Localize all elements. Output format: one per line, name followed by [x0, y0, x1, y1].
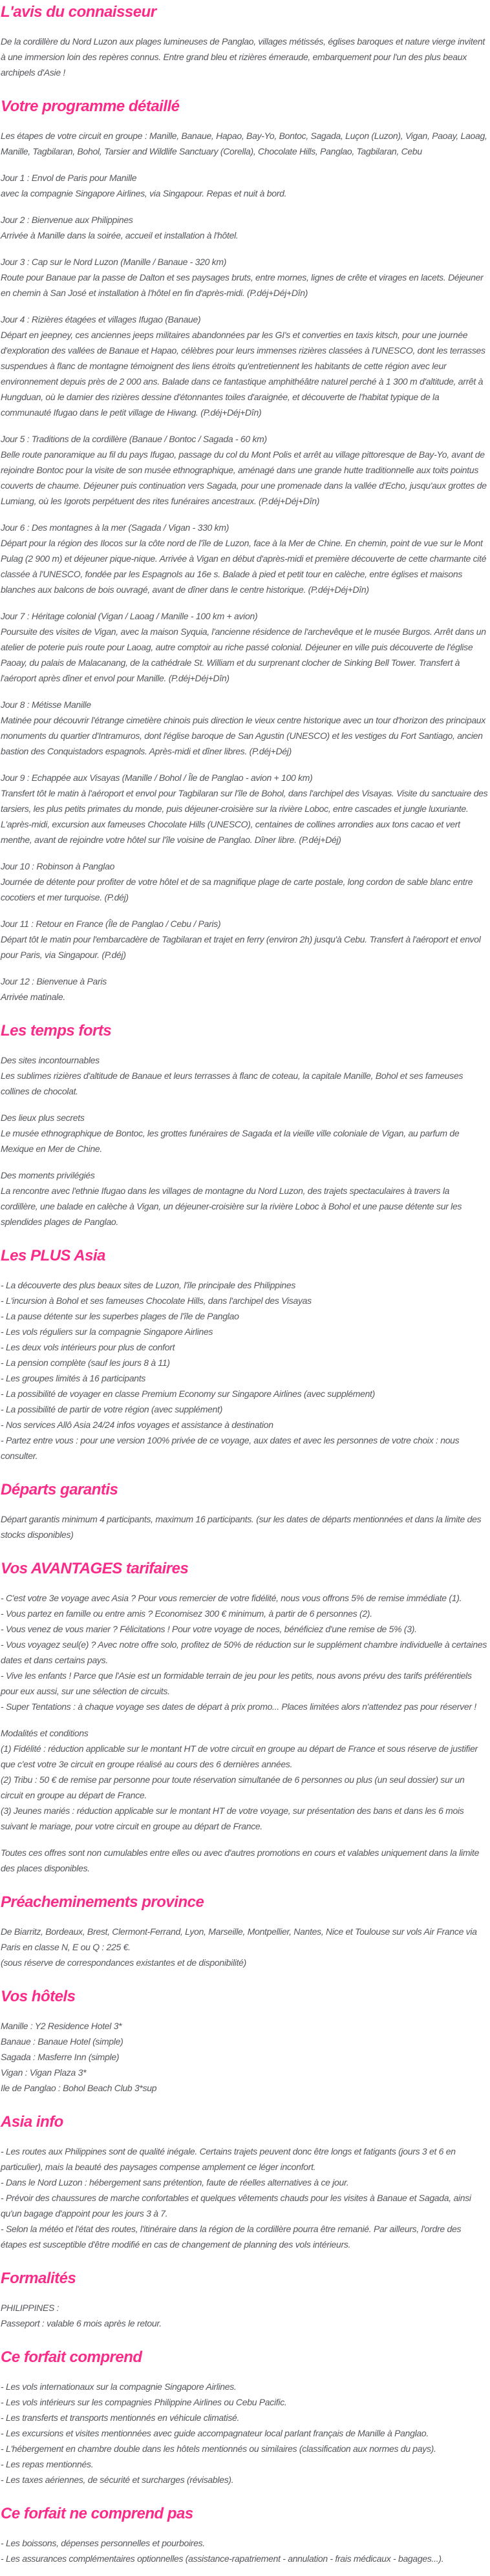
section-heading-asia-info: Asia info — [1, 2113, 63, 2131]
section-heading-avis-du-connaisseur: L'avis du connaisseur — [1, 3, 156, 21]
text-line: Route pour Banaue par la passe de Dalton et ses paysages bruts, entre mornes, lignes de crête et virages en lacets. Déjeuner en chemin à San José et installation à l'hôtel en fin d'après-midi. (P.déj+Déj+Dîn) — [1, 272, 484, 298]
text-line: Des lieux plus secrets — [1, 1112, 85, 1123]
section-formalites — [1, 2269, 489, 2331]
paragraph — [1, 2300, 489, 2331]
text-line: Jour 11 : Retour en France (Île de Panglao / Cebu / Paris) — [1, 919, 221, 929]
paragraph — [1, 974, 489, 1005]
text-line: Jour 5 : Traditions de la cordillère (Banaue / Bontoc / Sagada - 60 km) — [1, 434, 267, 444]
text-line: - Les excursions et visites mentionnées avec guide accompagnateur local parlant français de Manille à Panglao. — [1, 2428, 429, 2438]
text-line: - L'hébergement en chambre double dans les hôtels mentionnés ou similaires (classification aux normes du pays). — [1, 2443, 436, 2454]
text-line: - Les transferts et transports mentionnés en véhicule climatisé. — [1, 2412, 240, 2423]
text-line: Vigan : Vigan Plaza 3* — [1, 2067, 87, 2078]
section-heading-avantages-tarifaires: Vos AVANTAGES tarifaires — [1, 1560, 189, 1577]
text-line: Modalités et conditions — [1, 1728, 89, 1738]
text-line: - Nos services Allô Asia 24/24 infos voyages et assistance à destination — [1, 1420, 273, 1430]
section-preacheminements-province — [1, 1893, 489, 1970]
text-line: - Les routes aux Philippines sont de qualité inégale. Certains trajets peuvent donc être longs et fatigants (jours 3 et 6 en particulier), mais la beauté des paysages compense amplement ce léger inconfort. — [1, 2146, 456, 2172]
text-line: - Selon la météo et l'état des routes, l'itinéraire dans la région de la cordillère pourra être remanié. Par ailleurs, l'ordre des étapes est susceptible d'être modifié en cas de changement de planning des vols intérieurs. — [1, 2224, 462, 2250]
text-line: Jour 4 : Rizières étagées et villages Ifugao (Banaue) — [1, 314, 201, 325]
paragraph — [1, 697, 489, 759]
paragraph — [1, 1924, 489, 1970]
section-avantages-tarifaires — [1, 1559, 489, 1876]
section-avis-du-connaisseur — [1, 3, 489, 80]
text-line: - Super Tentations : à chaque voyage ses dates de départ à prix promo... Places limitées alors n'attendez pas pour réserver ! — [1, 1701, 476, 1712]
text-line: Passeport : valable 6 mois après le retour. — [1, 2318, 162, 2328]
text-line: Jour 8 : Métisse Manille — [1, 699, 91, 710]
paragraph — [1, 770, 489, 847]
text-line: - Les assurances complémentaires optionnelles (assistance-rapatriement - annulation - frais médicaux - bagages...). — [1, 2553, 444, 2564]
section-heading-forfait-comprend: Ce forfait comprend — [1, 2348, 142, 2366]
text-line: - Vous venez de vous marier ? Félicitations ! Pour votre voyage de noces, bénéficiez d'une remise de 5% (3). — [1, 1624, 417, 1634]
text-line: Transfert tôt le matin à l'aéroport et envol pour Tagbilaran sur l'île de Bohol, dans l'archipel des Visayas. Visite du sanctuaire des tarsiers, les plus petits primates du monde, puis déjeuner-croisière sur la rivière Loboc, entre cascades et jungle luxuriante. L'après-midi, excursion aux fameuses Chocolate Hills (UNESCO), centaines de collines arrondies aux tons cacao et vert menthe, avant de rejoindre votre hôtel sur l'île voisine de Panglao. Dîner libre. (P.déj+Déj) — [1, 788, 488, 845]
paragraph — [1, 212, 489, 243]
paragraph — [1, 1511, 489, 1542]
text-line: - Les deux vols intérieurs pour plus de confort — [1, 1342, 175, 1352]
text-line: Matinée pour découvrir l'étrange cimetière chinois puis direction le vieux centre historique avec un tour d'horizon des principaux monuments du quartier d'Intramuros, dont l'église baroque de San Agustin (UNESCO) et les vestiges du Fort Santiago, ancien bastion des Conquistadors espagnols. Après-midi et dîner libres. (P.déj+Déj) — [1, 715, 485, 756]
text-line: - Les vols intérieurs sur les compagnies Philippine Airlines ou Cebu Pacific. — [1, 2397, 287, 2407]
text-line: Jour 12 : Bienvenue à Paris — [1, 976, 107, 986]
text-line: Toutes ces offres sont non cumulables entre elles ou avec d'autres promotions en cours et valables uniquement dans la limite des places disponibles. — [1, 1847, 480, 1873]
text-line: Jour 1 : Envol de Paris pour Manille — [1, 173, 137, 183]
text-line: (3) Jeunes mariés : réduction applicable sur le montant HT de votre voyage, sur présentation des bans et dans les 6 mois suivant le mariage, pour votre circuit en groupe au départ de France. — [1, 1805, 464, 1831]
section-vos-hotels — [1, 1987, 489, 2096]
paragraph — [1, 34, 489, 80]
text-line: Sagada : Masferre Inn (simple) — [1, 2052, 120, 2062]
text-line: Départ tôt le matin pour l'embarcadère de Tagbilaran et trajet en ferry (environ 2h) jusqu'à Cebu. Transfert à l'aéroport et envol pour Paris, via Singapour. (P.déj) — [1, 934, 481, 960]
paragraph — [1, 520, 489, 597]
section-heading-plus-asia: Les PLUS Asia — [1, 1247, 106, 1264]
text-line: De la cordillère du Nord Luzon aux plages lumineuses de Panglao, villages métissés, églises baroques et nature vierge invitent à une immersion loin des repères connus. Entre grand bleu et rizières émeraude, embarquement pour l'un des plus beaux archipels d'Asie ! — [1, 36, 485, 78]
text-line: - Les groupes limités à 16 participants — [1, 1373, 146, 1383]
section-heading-temps-forts: Les temps forts — [1, 1022, 112, 1039]
section-heading-preacheminements-province: Préacheminements province — [1, 1893, 204, 1911]
paragraph — [1, 1725, 489, 1834]
text-line: Les sublimes rizières d'altitude de Banaue et leurs terrasses à flanc de coteau, la capitale Manille, Bohol et ses fameuses collines de chocolat. — [1, 1070, 463, 1096]
paragraph — [1, 608, 489, 686]
text-line: - Vous partez en famille ou entre amis ? Economisez 300 € minimum, à partir de 6 personnes (2). — [1, 1608, 372, 1619]
text-line: Belle route panoramique au fil du pays Ifugao, passage du col du Mont Polis et arrêt au village pittoresque de Bay-Yo, avant de rejoindre Bontoc pour la visite de son musée ethnographique, aménagé dans une grande hutte traditionnelle aux toits pointus couverts de chaume. Déjeuner puis continuation vers Sagada, pour une promenade dans la vallée d'Echo, jusqu'aux grottes de Lumiang, où les Igorots perpétuent des rites funéraires ancestraux. (P.déj+Déj+Dîn) — [1, 449, 487, 506]
text-line: - Vous voyagez seul(e) ? Avec notre offre solo, profitez de 50% de réduction sur le supplément chambre individuelle à certaines dates et dans certains pays. — [1, 1639, 487, 1665]
section-heading-programme-detaille: Votre programme détaillé — [1, 98, 180, 115]
paragraph — [1, 1110, 489, 1156]
section-heading-formalites: Formalités — [1, 2270, 76, 2287]
text-line: Départ en jeepney, ces anciennes jeeps militaires abandonnées par les GI's et converties en taxis kitsch, pour une journée d'exploration des vallées de Banaue et Hapao, célèbres pour leurs immenses rizières classées à l'UNESCO, dont les terrasses suspendues à flanc de montagne témoignent des liens étroits qu'entretiennent les habitants de cette région avec leur environnement depuis près de 2 000 ans. Balade dans ce fantastique amphithéâtre naturel perché à 1 300 m d'altitude, arrêt à Hungduan, où le damier des rizières dessine d'étonnantes toiles d'araignée, et découverte de l'habitat typique de la communauté Ifugao dans le petit village de Hiwang. (P.déj+Déj+Dîn) — [1, 330, 485, 418]
text-line: Départ pour la région des Ilocos sur la côte nord de l'île de Luzon, face à la Mer de Chine. En chemin, point de vue sur le Mont Pulag (2 900 m) et déjeuner pique-nique. Arrivée à Vigan en début d'après-midi et première découverte de cette charmante cité classée à l'UNESCO, fondée par les Espagnols au 16e s. Balade à pied et petit tour en calèche, entre églises et maisons blanches aux balcons de bois ouvragé, avant de dîner dans le centre historique. (P.déj+Déj+Dîn) — [1, 538, 487, 595]
sections-root — [1, 3, 489, 2566]
text-line: (2) Tribu : 50 € de remise par personne pour toute réservation simultanée de 6 personnes ou plus (un seul dossier) sur un circuit en groupe au départ de France. — [1, 1774, 465, 1800]
text-line: - La pension complète (sauf les jours 8 à 11) — [1, 1357, 170, 1368]
paragraph — [1, 1052, 489, 1099]
paragraph — [1, 916, 489, 963]
text-line: Jour 3 : Cap sur le Nord Luzon (Manille / Banaue - 320 km) — [1, 257, 227, 267]
section-forfait-ne-comprend-pas — [1, 2504, 489, 2566]
text-line: Des sites incontournables — [1, 1055, 100, 1065]
text-line: De Biarritz, Bordeaux, Brest, Clermont-Ferrand, Lyon, Marseille, Montpellier, Nantes, Nice et Toulouse sur vols Air France via Paris en classe N, E ou Q : 225 €. — [1, 1926, 477, 1952]
section-forfait-comprend — [1, 2348, 489, 2487]
text-line: avec la compagnie Singapore Airlines, via Singapour. Repas et nuit à bord. — [1, 188, 287, 198]
paragraph — [1, 128, 489, 159]
paragraph — [1, 2018, 489, 2096]
text-line: - La possibilité de partir de votre région (avec supplément) — [1, 1404, 223, 1414]
text-line: - La possibilité de voyager en classe Premium Economy sur Singapore Airlines (avec supplément) — [1, 1389, 376, 1399]
text-line: Jour 6 : Des montagnes à la mer (Sagada / Vigan - 330 km) — [1, 522, 229, 533]
section-heading-forfait-ne-comprend-pas: Ce forfait ne comprend pas — [1, 2505, 193, 2522]
text-line: Jour 2 : Bienvenue aux Philippines — [1, 215, 133, 225]
text-line: - Les vols réguliers sur la compagnie Singapore Airlines — [1, 1326, 213, 1337]
text-line: Arrivée matinale. — [1, 992, 65, 1002]
text-line: - La pause détente sur les superbes plages de l'île de Panglao — [1, 1311, 239, 1321]
paragraph — [1, 2144, 489, 2252]
section-temps-forts — [1, 1021, 489, 1229]
paragraph — [1, 1167, 489, 1229]
paragraph — [1, 1845, 489, 1876]
text-line: - Vive les enfants ! Parce que l'Asie est un formidable terrain de jeu pour les petits, nous avons prévu des tarifs préférentiels pour eux aussi, sur une sélection de circuits. — [1, 1670, 472, 1696]
text-line: - Les boissons, dépenses personnelles et pourboires. — [1, 2538, 205, 2548]
text-line: Manille : Y2 Residence Hotel 3* — [1, 2021, 122, 2031]
paragraph — [1, 1277, 489, 1464]
section-plus-asia — [1, 1246, 489, 1464]
text-line: Départ garantis minimum 4 participants, maximum 16 participants. (sur les dates de départs mentionnées et dans la limite des stocks disponibles) — [1, 1514, 482, 1540]
paragraph — [1, 170, 489, 201]
text-line: Journée de détente pour profiter de votre hôtel et de sa magnifique plage de carte postale, long cordon de sable blanc entre cocotiers et mer turquoise. (P.déj) — [1, 877, 473, 902]
paragraph — [1, 858, 489, 905]
paragraph — [1, 431, 489, 509]
text-line: (1) Fidélité : réduction applicable sur le montant HT de votre circuit en groupe au départ de France et sous réserve de justifier que c'est votre 3e circuit en groupe réalisé au cours des 6 dernières années. — [1, 1743, 478, 1769]
text-line: Des moments privilégiés — [1, 1170, 95, 1180]
text-line: Le musée ethnographique de Bontoc, les grottes funéraires de Sagada et la vieille ville coloniale de Vigan, au parfum de Mexique en Mer de Chine. — [1, 1128, 460, 1154]
text-line: Banaue : Banaue Hotel (simple) — [1, 2036, 123, 2047]
paragraph — [1, 2535, 489, 2566]
text-line: - Les repas mentionnés. — [1, 2459, 94, 2469]
section-asia-info — [1, 2113, 489, 2252]
text-line: - Les vols internationaux sur la compagnie Singapore Airlines. — [1, 2381, 237, 2392]
text-line: Poursuite des visites de Vigan, avec la maison Syquia, l'ancienne résidence de l'archevêque et le musée Burgos. Arrêt dans un atelier de poterie puis route pour Laoag, autre comptoir au riche passé colonial. Déjeuner en ville puis découverte de l'église Paoay, du palais de Malacanang, de la cathédrale St. William et du surprenant clocher de Sinking Bell Tower. Transfert à l'aéroport après dîner et envol pour Manille. (P.déj+Déj+Dîn) — [1, 626, 486, 683]
text-line: Arrivée à Manille dans la soirée, accueil et installation à l'hôtel. — [1, 230, 239, 240]
text-line: - La découverte des plus beaux sites de Luzon, l'île principale des Philippines — [1, 1280, 296, 1290]
text-line: - C'est votre 3e voyage avec Asia ? Pour vous remercier de votre fidélité, nous vous offrons 5% de remise immédiate (1). — [1, 1593, 462, 1603]
text-line: - Les taxes aériennes, de sécurité et surcharges (révisables). — [1, 2475, 234, 2485]
text-line: La rencontre avec l'ethnie Ifugao dans les villages de montagne du Nord Luzon, des trajets spectaculaires à travers la cordillère, une balade en calèche à Vigan, un déjeuner-croisière sur la rivière Loboc à Bohol et une pause détente sur les splendides plages de Panglao. — [1, 1186, 462, 1227]
paragraph — [1, 2379, 489, 2487]
section-heading-vos-hotels: Vos hôtels — [1, 1988, 76, 2005]
text-line: Jour 9 : Echappée aux Visayas (Manille / Bohol / Île de Panglao - avion + 100 km) — [1, 772, 313, 783]
paragraph — [1, 1590, 489, 1714]
section-departs-garantis — [1, 1480, 489, 1542]
paragraph — [1, 312, 489, 420]
text-line: - Partez entre vous : pour une version 100% privée de ce voyage, aux dates et avec les personnes de votre choix : nous consulter. — [1, 1435, 460, 1461]
section-heading-departs-garantis: Départs garantis — [1, 1481, 118, 1498]
text-line: Jour 10 : Robinson à Panglao — [1, 861, 115, 871]
text-line: - L'incursion à Bohol et ses fameuses Chocolate Hills, dans l'archipel des Visayas — [1, 1295, 312, 1306]
text-line: - Dans le Nord Luzon : hébergement sans prétention, faute de réelles alternatives à ce jour. — [1, 2177, 349, 2187]
text-line: - Prévoir des chaussures de marche confortables et quelques vêtements chauds pour les visites à Banaue et Sagada, ainsi qu'un bagage d'appoint pour les jours 3 à 7. — [1, 2193, 471, 2219]
text-line: Jour 7 : Héritage colonial (Vigan / Laoag / Manille - 100 km + avion) — [1, 611, 258, 621]
text-line: PHILIPPINES : — [1, 2303, 59, 2313]
section-programme-detaille — [1, 97, 489, 1005]
text-line: Ile de Panglao : Bohol Beach Club 3*sup — [1, 2083, 157, 2093]
text-line: (sous réserve de correspondances existantes et de disponibilité) — [1, 1957, 247, 1968]
text-line: Les étapes de votre circuit en groupe : Manille, Banaue, Hapao, Bay-Yo, Bontoc, Sagada, Luçon (Luzon), Vigan, Paoay, Laoag, Manille, Tagbilaran, Bohol, Tarsier and Wildlife Sanctuary (Corella), Chocolate Hills, Panglao, Tagbilaran, Cebu — [1, 131, 487, 156]
paragraph — [1, 254, 489, 301]
